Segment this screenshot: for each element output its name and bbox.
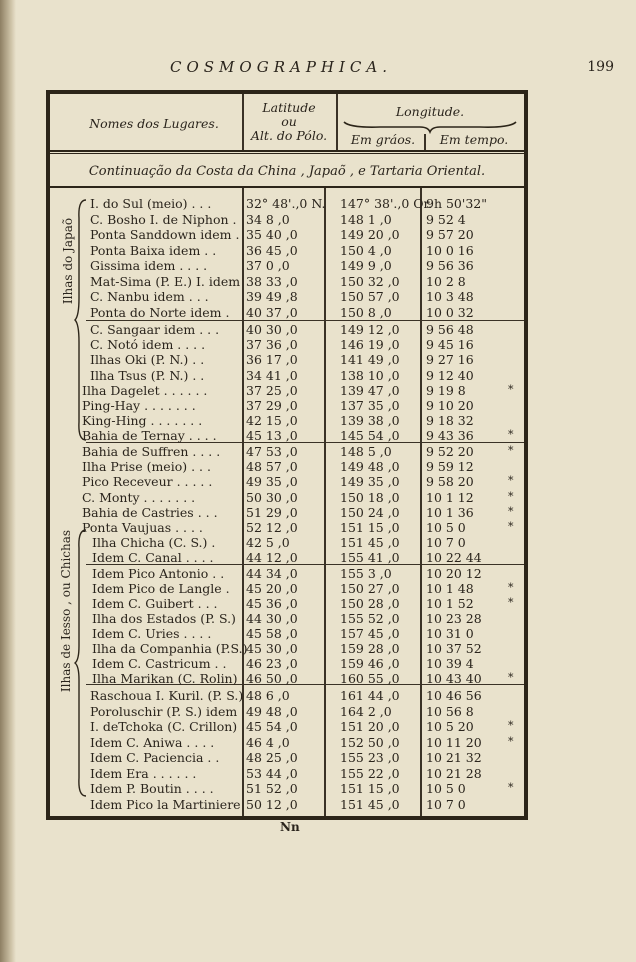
longitude-degrees-value: 164 2 ,0 — [340, 703, 392, 719]
table-row — [50, 243, 524, 259]
place-name: I. do Sul (meio) . . . — [90, 196, 212, 211]
latitude-value: 45 36 ,0 — [246, 596, 298, 611]
latitude-value: 36 45 ,0 — [246, 242, 298, 258]
longitude-degrees-value: 138 10 ,0 — [340, 367, 400, 383]
place-name: Bahia de Castries . . . — [82, 504, 218, 520]
table-row — [50, 535, 524, 551]
place-name: Pico Receveur . . . . . — [82, 474, 213, 490]
place-name: Ponta Baixa idem . . — [90, 242, 217, 258]
table-row — [50, 383, 524, 399]
longitude-time-value: 9 52 20 — [426, 444, 474, 459]
longitude-time-value: 9 45 16 — [426, 337, 474, 353]
longitude-degrees-value: 139 47 ,0 — [340, 382, 400, 398]
row-marker: * — [508, 581, 514, 594]
table-row — [50, 274, 524, 290]
longitude-degrees-value: 148 1 ,0 — [340, 211, 392, 227]
longitude-time-value: 9 27 16 — [426, 352, 474, 368]
table-row — [50, 490, 524, 506]
table-row — [50, 704, 524, 720]
table-row — [50, 719, 524, 735]
latitude-value: 34 41 ,0 — [246, 367, 298, 383]
place-name: Bahia de Ternay . . . . — [82, 428, 217, 444]
place-name: Idem Pico la Martiniere — [90, 796, 241, 812]
latitude-value: 37 29 ,0 — [246, 398, 298, 413]
longitude-degrees-value: 150 27 ,0 — [340, 581, 400, 596]
table-row — [50, 520, 524, 536]
longitude-degrees-value: 161 44 ,0 — [340, 688, 400, 703]
longitude-time-value: 9 18 32 — [426, 413, 474, 429]
table-row — [50, 398, 524, 414]
longitude-degrees-value: 145 54 ,0 — [340, 428, 400, 444]
place-name: Idem C. Uries . . . . — [92, 626, 212, 641]
section-rule — [50, 186, 524, 188]
longitude-degrees-value: 159 28 ,0 — [340, 641, 400, 656]
latitude-value: 45 20 ,0 — [246, 581, 298, 596]
place-name: Ilha Prise (meio) . . . — [82, 459, 211, 475]
longitude-time-value: 10 37 52 — [426, 641, 482, 656]
table-row — [50, 258, 524, 274]
longitude-degrees-value: 155 22 ,0 — [340, 765, 400, 781]
longitude-degrees-value: 149 12 ,0 — [340, 322, 400, 337]
table-row — [50, 474, 524, 490]
longitude-degrees-value: 149 9 ,0 — [340, 258, 392, 273]
longitude-degrees-value: 151 15 ,0 — [340, 520, 400, 535]
latitude-value: 32° 48'.,0 N. — [246, 196, 326, 211]
latitude-value: 46 23 ,0 — [246, 656, 298, 671]
longitude-time-value: 10 0 16 — [426, 242, 474, 258]
table-row — [50, 688, 524, 704]
place-name: Idem C. Castricum . . — [92, 656, 227, 671]
row-marker: * — [508, 504, 514, 518]
place-name: Bahia de Suffren . . . . — [82, 444, 221, 459]
table-row — [50, 305, 524, 321]
table-row — [50, 550, 524, 566]
table-row — [50, 212, 524, 228]
longitude-time-value: 10 1 52 — [426, 596, 474, 611]
table-row — [50, 337, 524, 353]
header-lon-degrees: Em gráos. — [350, 132, 416, 147]
place-name: Ponta do Norte idem . — [90, 304, 230, 320]
longitude-time-value: 10 1 48 — [426, 581, 474, 596]
header-lon-time: Em tempo. — [439, 132, 509, 147]
longitude-degrees-value: 148 5 ,0 — [340, 444, 392, 459]
place-name: Gissima idem . . . . — [90, 258, 208, 273]
table-row — [50, 671, 524, 687]
place-name: Poroluschir (P. S.) idem — [90, 703, 238, 719]
longitude-degrees-value: 150 32 ,0 — [340, 273, 400, 289]
latitude-value: 34 8 ,0 — [246, 211, 290, 227]
latitude-value: 50 12 ,0 — [246, 796, 298, 812]
table-row — [50, 656, 524, 672]
table-row — [50, 797, 524, 813]
running-head — [0, 58, 636, 78]
page-number: 199 — [587, 59, 614, 75]
table-row — [50, 289, 524, 305]
longitude-degrees-value: 155 41 ,0 — [340, 550, 400, 566]
longitude-degrees-value: 152 50 ,0 — [340, 734, 400, 750]
place-name: Ponta Vaujuas . . . . — [82, 520, 203, 535]
header-rule — [50, 150, 524, 152]
section-title: Continuação da Costa da China , Japaõ , e Tartaria Oriental. — [88, 164, 486, 179]
latitude-value: 37 36 ,0 — [246, 337, 298, 353]
longitude-time-value: 10 5 20 — [426, 719, 474, 734]
table-row — [50, 750, 524, 766]
latitude-value: 53 44 ,0 — [246, 765, 298, 781]
place-name: Idem Pico Antonio . . — [92, 566, 225, 581]
longitude-time-value: 9 57 20 — [426, 227, 474, 242]
running-head-title: COSMOGRAPHICA. — [170, 58, 392, 76]
longitude-degrees-value: 155 52 ,0 — [340, 611, 400, 626]
latitude-value: 47 53 ,0 — [246, 444, 298, 459]
table-row — [50, 413, 524, 429]
row-marker: * — [508, 734, 514, 748]
longitude-time-value: 10 1 36 — [426, 504, 474, 520]
latitude-value: 45 54 ,0 — [246, 719, 298, 734]
longitude-degrees-value: 150 28 ,0 — [340, 596, 400, 611]
latitude-value: 48 25 ,0 — [246, 750, 298, 765]
latitude-value: 50 30 ,0 — [246, 489, 298, 505]
latitude-value: 38 33 ,0 — [246, 273, 298, 289]
row-marker: * — [508, 382, 514, 396]
place-name: C. Bosho I. de Niphon . — [90, 211, 237, 227]
place-name: Raschoua I. Kuril. (P. S.) — [90, 688, 244, 703]
table-row — [50, 581, 524, 597]
latitude-value: 42 5 ,0 — [246, 535, 290, 551]
table-row — [50, 322, 524, 338]
table-row — [50, 735, 524, 751]
latitude-value: 48 57 ,0 — [246, 459, 298, 475]
place-name: C. Monty . . . . . . . — [82, 489, 196, 505]
latitude-value: 35 40 ,0 — [246, 227, 298, 242]
header-brace — [340, 120, 520, 134]
header-names: Nomes dos Lugares. — [89, 116, 219, 131]
longitude-time-value: 10 5 0 — [426, 520, 466, 535]
table-row — [50, 566, 524, 582]
header-longitude: Longitude. — [395, 104, 465, 119]
row-marker: * — [508, 520, 514, 533]
latitude-value: 44 30 ,0 — [246, 611, 298, 626]
latitude-value: 42 15 ,0 — [246, 413, 298, 429]
row-marker: * — [508, 428, 514, 442]
longitude-time-value: 10 1 12 — [426, 489, 474, 505]
longitude-time-value: 9h 50'32" — [426, 196, 487, 211]
signature-mark: Nn — [280, 820, 300, 834]
table-row — [50, 641, 524, 657]
coordinates-table — [46, 90, 528, 820]
latitude-value: 45 58 ,0 — [246, 626, 298, 641]
longitude-time-value: 9 58 20 — [426, 474, 474, 490]
longitude-time-value: 10 56 8 — [426, 703, 474, 719]
longitude-degrees-value: 150 24 ,0 — [340, 504, 400, 520]
latitude-value: 46 50 ,0 — [246, 671, 298, 686]
longitude-time-value: 9 19 8 — [426, 382, 466, 398]
region-label-iesso: Ilhas de Iesso , ou Chichas — [59, 529, 73, 693]
header-rule-thin — [50, 153, 524, 154]
place-name: King-Hing . . . . . . . — [82, 413, 203, 429]
longitude-time-value: 9 56 36 — [426, 258, 474, 273]
header-lat-2: ou — [281, 114, 297, 129]
latitude-value: 39 49 ,8 — [246, 289, 298, 304]
place-name: Ilha dos Estados (P. S.) — [92, 611, 236, 626]
longitude-time-value: 10 2 8 — [426, 273, 466, 289]
longitude-degrees-value: 151 20 ,0 — [340, 719, 400, 734]
longitude-time-value: 10 23 28 — [426, 611, 482, 626]
table-row — [50, 505, 524, 521]
longitude-degrees-value: 137 35 ,0 — [340, 398, 400, 413]
longitude-degrees-value: 151 15 ,0 — [340, 781, 400, 796]
longitude-time-value: 10 46 56 — [426, 688, 482, 703]
place-name: Idem C. Aniwa . . . . — [90, 734, 215, 750]
latitude-value: 51 52 ,0 — [246, 781, 298, 796]
place-name: Idem C. Guibert . . . — [92, 596, 218, 611]
longitude-time-value: 10 7 0 — [426, 535, 466, 551]
latitude-value: 46 4 ,0 — [246, 734, 290, 750]
longitude-degrees-value: 151 45 ,0 — [340, 796, 400, 812]
place-name: Idem Era . . . . . . — [90, 765, 197, 781]
place-name: Ilha Marikan (C. Rolin) — [92, 671, 238, 686]
longitude-degrees-value: 151 45 ,0 — [340, 535, 400, 551]
latitude-value: 51 29 ,0 — [246, 504, 298, 520]
longitude-degrees-value: 155 23 ,0 — [340, 750, 400, 765]
header-lat-3: Alt. do Pólo. — [250, 128, 328, 143]
longitude-degrees-value: 149 20 ,0 — [340, 227, 400, 242]
longitude-degrees-value: 159 46 ,0 — [340, 656, 400, 671]
table-row — [50, 611, 524, 627]
longitude-time-value: 9 43 36 — [426, 428, 474, 444]
row-marker: * — [508, 489, 514, 503]
longitude-time-value: 10 21 32 — [426, 750, 482, 765]
table-row — [50, 368, 524, 384]
region-label-japan: Ilhas do Japaõ — [61, 217, 75, 305]
longitude-time-value: 9 59 12 — [426, 459, 474, 475]
latitude-value: 49 35 ,0 — [246, 474, 298, 490]
longitude-degrees-value: 149 35 ,0 — [340, 474, 400, 490]
latitude-value: 45 13 ,0 — [246, 428, 298, 444]
longitude-time-value: 10 43 40 — [426, 671, 482, 686]
place-name: Idem C. Canal . . . . — [92, 550, 214, 566]
header-divider-1 — [242, 94, 244, 150]
place-name: Mat-Sima (P. E.) I. idem — [90, 273, 241, 289]
latitude-value: 44 34 ,0 — [246, 566, 298, 581]
place-name: Ponta Sanddown idem . — [90, 227, 240, 242]
page-gutter-shadow — [0, 0, 16, 962]
place-name: Ilha Tsus (P. N.) . . — [90, 367, 205, 383]
place-name: Idem Pico de Langle . — [92, 581, 230, 596]
table-row — [50, 196, 524, 212]
longitude-time-value: 10 5 0 — [426, 781, 466, 796]
table-row — [50, 626, 524, 642]
longitude-degrees-value: 150 8 ,0 — [340, 304, 392, 320]
longitude-degrees-value: 150 4 ,0 — [340, 242, 392, 258]
longitude-degrees-value: 141 49 ,0 — [340, 352, 400, 368]
place-name: Ilha da Companhia (P.S.) — [92, 641, 248, 656]
header-lat-1: Latitude — [262, 100, 316, 115]
table-row — [50, 444, 524, 460]
row-marker: * — [508, 781, 514, 794]
latitude-value: 49 48 ,0 — [246, 703, 298, 719]
place-name: Idem C. Paciencia . . — [90, 750, 220, 765]
table-row — [50, 596, 524, 612]
latitude-value: 40 30 ,0 — [246, 322, 298, 337]
longitude-time-value: 9 52 4 — [426, 211, 466, 227]
row-marker: * — [508, 719, 514, 732]
longitude-time-value: 10 11 20 — [426, 734, 482, 750]
longitude-degrees-value: 150 18 ,0 — [340, 489, 400, 505]
longitude-time-value: 10 7 0 — [426, 796, 466, 812]
latitude-value: 45 30 ,0 — [246, 641, 298, 656]
longitude-time-value: 10 3 48 — [426, 289, 474, 304]
longitude-degrees-value: 160 55 ,0 — [340, 671, 400, 686]
place-name: Ilha Dagelet . . . . . . — [82, 382, 208, 398]
latitude-value: 36 17 ,0 — [246, 352, 298, 368]
latitude-value: 52 12 ,0 — [246, 520, 298, 535]
header-divider-3 — [424, 134, 426, 150]
row-marker: * — [508, 596, 514, 609]
longitude-time-value: 10 39 4 — [426, 656, 474, 671]
latitude-value: 48 6 ,0 — [246, 688, 290, 703]
place-name: C. Sangaar idem . . . — [90, 322, 220, 337]
longitude-degrees-value: 155 3 ,0 — [340, 566, 392, 581]
place-name: C. Notó idem . . . . — [90, 337, 206, 353]
longitude-degrees-value: 157 45 ,0 — [340, 626, 400, 641]
longitude-time-value: 9 10 20 — [426, 398, 474, 413]
place-name: Ilha Chicha (C. S.) . — [92, 535, 216, 551]
row-marker: * — [508, 671, 514, 684]
place-name: Idem P. Boutin . . . . — [90, 781, 214, 796]
table-row — [50, 781, 524, 797]
latitude-value: 40 37 ,0 — [246, 304, 298, 320]
longitude-time-value: 10 31 0 — [426, 626, 474, 641]
latitude-value: 44 12 ,0 — [246, 550, 298, 566]
table-row — [50, 352, 524, 368]
table-row — [50, 459, 524, 475]
longitude-degrees-value: 147° 38'.,0 Or. — [340, 196, 433, 211]
longitude-degrees-value: 149 48 ,0 — [340, 459, 400, 475]
row-marker: * — [508, 474, 514, 488]
table-row — [50, 428, 524, 444]
longitude-time-value: 10 21 28 — [426, 765, 482, 781]
longitude-degrees-value: 150 57 ,0 — [340, 289, 400, 304]
place-name: Ilhas Oki (P. N.) . . — [90, 352, 205, 368]
place-name: I. deTchoka (C. Crillon) — [90, 719, 238, 734]
longitude-time-value: 9 56 48 — [426, 322, 474, 337]
longitude-degrees-value: 139 38 ,0 — [340, 413, 400, 429]
longitude-time-value: 10 22 44 — [426, 550, 482, 566]
table-row — [50, 766, 524, 782]
table-row — [50, 227, 524, 243]
place-name: C. Nanbu idem . . . — [90, 289, 209, 304]
longitude-time-value: 10 0 32 — [426, 304, 474, 320]
row-marker: * — [508, 444, 514, 457]
latitude-value: 37 0 ,0 — [246, 258, 290, 273]
longitude-time-value: 9 12 40 — [426, 367, 474, 383]
longitude-degrees-value: 146 19 ,0 — [340, 337, 400, 353]
place-name: Ping-Hay . . . . . . . — [82, 398, 196, 413]
longitude-time-value: 10 20 12 — [426, 566, 482, 581]
header-divider-2 — [336, 94, 338, 150]
latitude-value: 37 25 ,0 — [246, 382, 298, 398]
